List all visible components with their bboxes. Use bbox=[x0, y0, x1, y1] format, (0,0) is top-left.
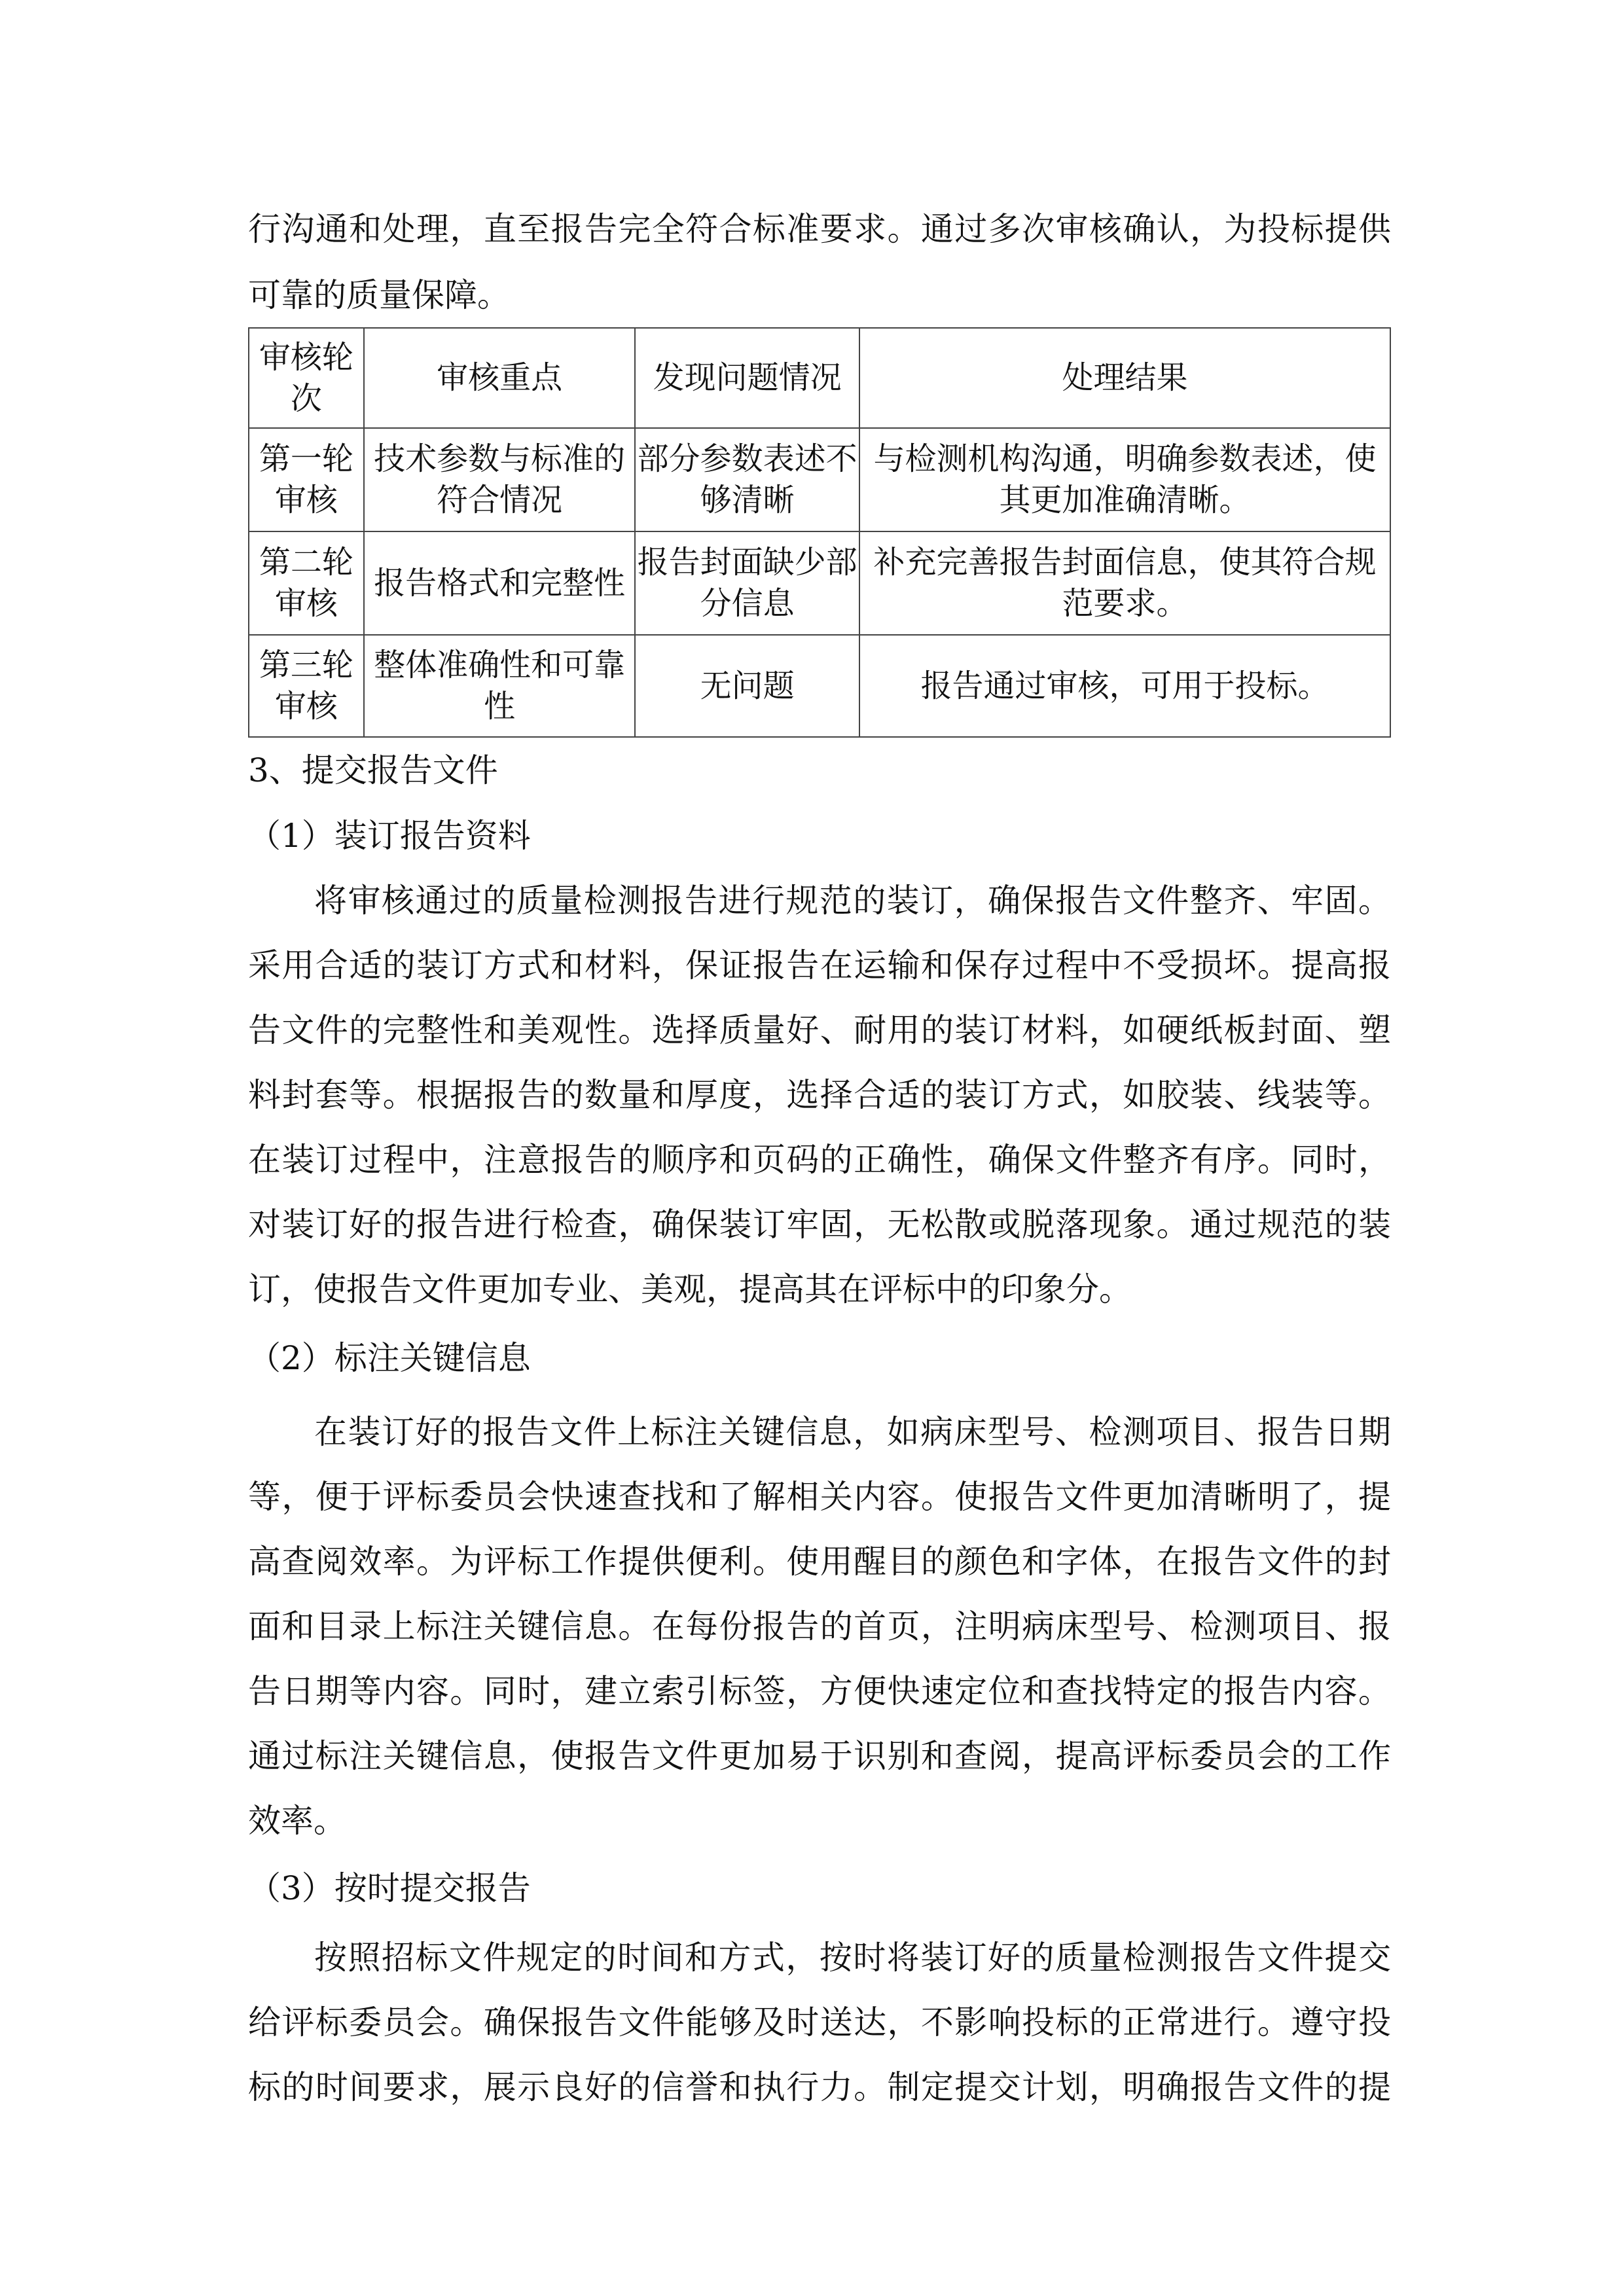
table-cell: 报告通过审核，可用于投标。 bbox=[859, 635, 1390, 737]
table-header-cell: 发现问题情况 bbox=[635, 328, 859, 428]
paragraph-line: 效率。 bbox=[248, 1802, 346, 1840]
table-cell: 技术参数与标准的符合情况 bbox=[364, 428, 636, 531]
paragraph-line: 料封套等。根据报告的数量和厚度，选择合适的装订方式，如胶装、线装等。 bbox=[248, 1076, 1391, 1114]
table-cell: 与检测机构沟通，明确参数表述，使其更加准确清晰。 bbox=[859, 428, 1390, 531]
subsection-heading: （3）按时提交报告 bbox=[248, 1869, 531, 1907]
paragraph-line: 采用合适的装订方式和材料，保证报告在运输和保存过程中不受损坏。提高报 bbox=[248, 946, 1391, 984]
table-row bbox=[249, 428, 1390, 531]
paragraph-line: 行沟通和处理，直至报告完全符合标准要求。通过多次审核确认，为投标提供 bbox=[248, 210, 1391, 248]
table-row bbox=[249, 635, 1390, 737]
paragraph-line: 标的时间要求，展示良好的信誉和执行力。制定提交计划，明确报告文件的提 bbox=[248, 2068, 1391, 2106]
table-cell: 报告格式和完整性 bbox=[364, 531, 636, 635]
table-header-row bbox=[249, 328, 1390, 428]
paragraph-line: 通过标注关键信息，使报告文件更加易于识别和查阅，提高评标委员会的工作 bbox=[248, 1737, 1391, 1775]
table-header-cell: 处理结果 bbox=[859, 328, 1390, 428]
paragraph-line: 面和目录上标注关键信息。在每份报告的首页，注明病床型号、检测项目、报 bbox=[248, 1607, 1391, 1645]
table-header-cell: 审核轮次 bbox=[249, 328, 364, 428]
table-cell: 第三轮审核 bbox=[249, 635, 364, 737]
paragraph-line: 高查阅效率。为评标工作提供便利。使用醒目的颜色和字体，在报告文件的封 bbox=[248, 1543, 1391, 1581]
paragraph-line: 在装订过程中，注意报告的顺序和页码的正确性，确保文件整齐有序。同时， bbox=[248, 1141, 1391, 1179]
paragraph-line: 对装订好的报告进行检查，确保装订牢固，无松散或脱落现象。通过规范的装 bbox=[248, 1206, 1391, 1244]
paragraph-line: 等，便于评标委员会快速查找和了解相关内容。使报告文件更加清晰明了，提 bbox=[248, 1478, 1391, 1516]
subsection-heading: （2）标注关键信息 bbox=[248, 1339, 531, 1377]
table-cell: 报告封面缺少部分信息 bbox=[635, 531, 859, 635]
review-table bbox=[248, 327, 1391, 738]
table-cell: 第一轮审核 bbox=[249, 428, 364, 531]
paragraph-line: 订，使报告文件更加专业、美观，提高其在评标中的印象分。 bbox=[248, 1270, 1132, 1308]
table-cell: 整体准确性和可靠性 bbox=[364, 635, 636, 737]
paragraph-line: 告日期等内容。同时，建立索引标签，方便快速定位和查找特定的报告内容。 bbox=[248, 1672, 1391, 1710]
subsection-heading: （1）装订报告资料 bbox=[248, 817, 531, 855]
table-row bbox=[249, 531, 1390, 635]
table-header-cell: 审核重点 bbox=[364, 328, 636, 428]
table-cell: 第二轮审核 bbox=[249, 531, 364, 635]
paragraph-line: 按照招标文件规定的时间和方式，按时将装订好的质量检测报告文件提交 bbox=[314, 1939, 1391, 1977]
paragraph-line: 可靠的质量保障。 bbox=[248, 276, 510, 314]
paragraph-line: 在装订好的报告文件上标注关键信息，如病床型号、检测项目、报告日期 bbox=[314, 1413, 1391, 1451]
section-heading: 3、提交报告文件 bbox=[248, 751, 498, 789]
paragraph-line: 给评标委员会。确保报告文件能够及时送达，不影响投标的正常进行。遵守投 bbox=[248, 2003, 1391, 2041]
table-cell: 补充完善报告封面信息，使其符合规范要求。 bbox=[859, 531, 1390, 635]
table-cell: 部分参数表述不够清晰 bbox=[635, 428, 859, 531]
paragraph-line: 告文件的完整性和美观性。选择质量好、耐用的装订材料，如硬纸板封面、塑 bbox=[248, 1011, 1391, 1049]
paragraph-line: 将审核通过的质量检测报告进行规范的装订，确保报告文件整齐、牢固。 bbox=[314, 882, 1391, 920]
table-cell: 无问题 bbox=[635, 635, 859, 737]
